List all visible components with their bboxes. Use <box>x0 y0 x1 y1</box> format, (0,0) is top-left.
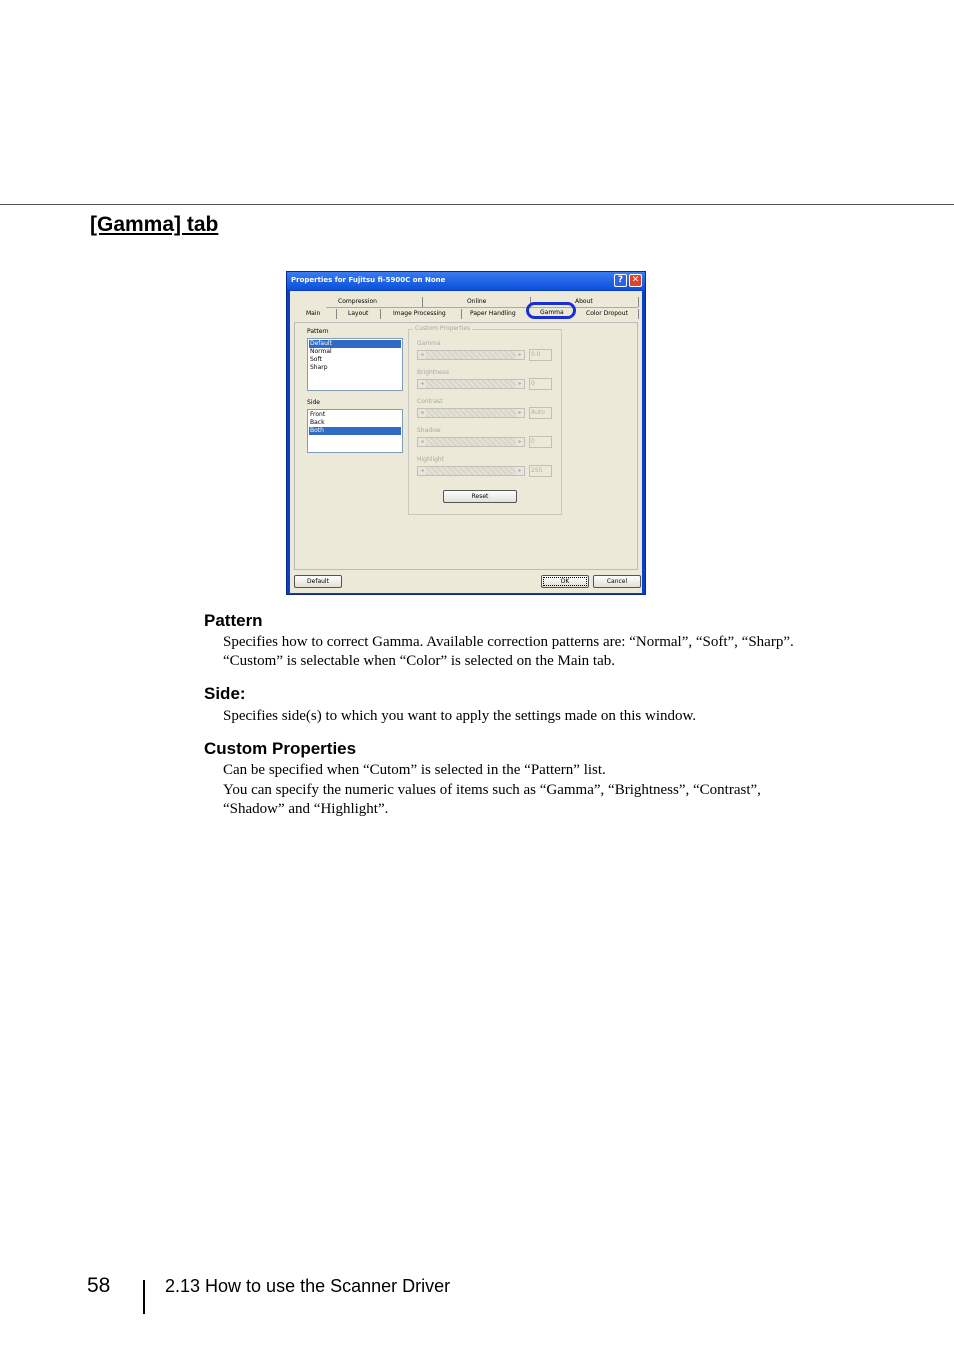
list-item[interactable]: Sharp <box>310 364 328 371</box>
tab-main[interactable]: Main <box>306 310 321 317</box>
contrast-value-field[interactable]: Auto <box>529 407 552 419</box>
custom-desc-line: You can specify the numeric values of items such as “Gamma”, “Brightness”, “Contrast”, <box>223 782 761 798</box>
slider-right-arrow-icon[interactable]: ▸ <box>516 380 524 388</box>
reset-button[interactable]: Reset <box>443 490 517 503</box>
header-rule <box>0 204 954 205</box>
section-heading: [Gamma] tab <box>90 213 219 236</box>
gamma-label: Gamma <box>417 340 441 347</box>
tab-layout[interactable]: Layout <box>348 310 369 317</box>
slider-right-arrow-icon[interactable]: ▸ <box>516 438 524 446</box>
dialog-client <box>290 291 642 593</box>
tab-row-line <box>326 307 638 308</box>
brightness-value-field[interactable]: 0 <box>529 378 552 390</box>
custom-desc-line: Can be specified when “Cutom” is selected in the “Pattern” list. <box>223 762 606 778</box>
list-item[interactable]: Normal <box>310 348 332 355</box>
help-icon[interactable]: ? <box>614 274 627 287</box>
close-icon[interactable]: ✕ <box>629 274 642 287</box>
pattern-desc-line: Specifies how to correct Gamma. Available correction patterns are: “Normal”, “Soft”, “Sharp”. <box>223 634 794 650</box>
tab-online[interactable]: Online <box>467 298 487 305</box>
shadow-value-field[interactable]: 0 <box>529 436 552 448</box>
cancel-button[interactable]: Cancel <box>593 575 641 588</box>
list-item[interactable]: Default <box>309 340 401 348</box>
dialog-title: Properties for Fujitsu fi-5900C on None <box>291 276 446 284</box>
tab-divider <box>422 297 423 307</box>
tab-image-processing[interactable]: Image Processing <box>393 310 446 317</box>
highlight-label: Highlight <box>417 456 445 463</box>
pattern-term: Pattern <box>204 611 263 630</box>
dialog-titlebar <box>287 272 645 290</box>
slider-right-arrow-icon[interactable]: ▸ <box>516 351 524 359</box>
pattern-listbox[interactable] <box>307 338 403 391</box>
side-listbox[interactable] <box>307 409 403 453</box>
custom-properties-term: Custom Properties <box>204 739 357 758</box>
tab-paper-handling[interactable]: Paper Handling <box>470 310 516 317</box>
side-term: Side: <box>204 684 246 703</box>
slider-left-arrow-icon[interactable]: ◂ <box>418 351 426 359</box>
default-button[interactable]: Default <box>294 575 342 588</box>
side-label: Side <box>307 399 320 406</box>
page-number: 58 <box>87 1274 111 1297</box>
contrast-slider[interactable] <box>417 408 525 418</box>
custom-desc-line: “Shadow” and “Highlight”. <box>223 801 389 817</box>
tab-divider <box>638 309 639 319</box>
contrast-label: Contrast <box>417 398 443 405</box>
list-item[interactable]: Soft <box>310 356 322 363</box>
tab-divider <box>461 309 462 319</box>
gamma-value-field[interactable]: 0.0 <box>529 349 552 361</box>
slider-left-arrow-icon[interactable]: ◂ <box>418 438 426 446</box>
footer-divider <box>143 1280 145 1314</box>
brightness-slider[interactable] <box>417 379 525 389</box>
slider-left-arrow-icon[interactable]: ◂ <box>418 409 426 417</box>
gamma-slider[interactable] <box>417 350 525 360</box>
brightness-label: Brightness <box>417 369 449 376</box>
highlight-slider[interactable] <box>417 466 525 476</box>
properties-dialog <box>286 271 646 595</box>
slider-right-arrow-icon[interactable]: ▸ <box>516 467 524 475</box>
shadow-slider[interactable] <box>417 437 525 447</box>
highlight-value-field[interactable]: 255 <box>529 465 552 477</box>
pattern-desc-line: “Custom” is selectable when “Color” is selected on the Main tab. <box>223 653 615 669</box>
list-item[interactable]: Both <box>309 427 401 435</box>
side-desc-line: Specifies side(s) to which you want to apply the settings made on this window. <box>223 708 697 724</box>
slider-left-arrow-icon[interactable]: ◂ <box>418 467 426 475</box>
list-item[interactable]: Front <box>310 411 326 418</box>
custom-properties-label: Custom Properties <box>415 325 471 332</box>
tab-divider <box>336 309 337 319</box>
tab-compression[interactable]: Compression <box>338 298 377 305</box>
slider-left-arrow-icon[interactable]: ◂ <box>418 380 426 388</box>
ok-button[interactable]: OK <box>541 575 589 588</box>
tab-divider <box>638 297 639 307</box>
tab-color-dropout[interactable]: Color Dropout <box>586 310 628 317</box>
list-item[interactable]: Back <box>310 419 325 426</box>
tab-divider <box>380 309 381 319</box>
tab-about[interactable]: About <box>575 298 593 305</box>
gamma-tab-highlight <box>526 302 576 319</box>
pattern-label: Pattern <box>307 328 329 335</box>
tab-gamma[interactable]: Gamma <box>540 309 564 316</box>
shadow-label: Shadow <box>417 427 441 434</box>
footer-section-title: 2.13 How to use the Scanner Driver <box>165 1276 451 1296</box>
slider-right-arrow-icon[interactable]: ▸ <box>516 409 524 417</box>
custom-properties-group <box>408 325 562 515</box>
